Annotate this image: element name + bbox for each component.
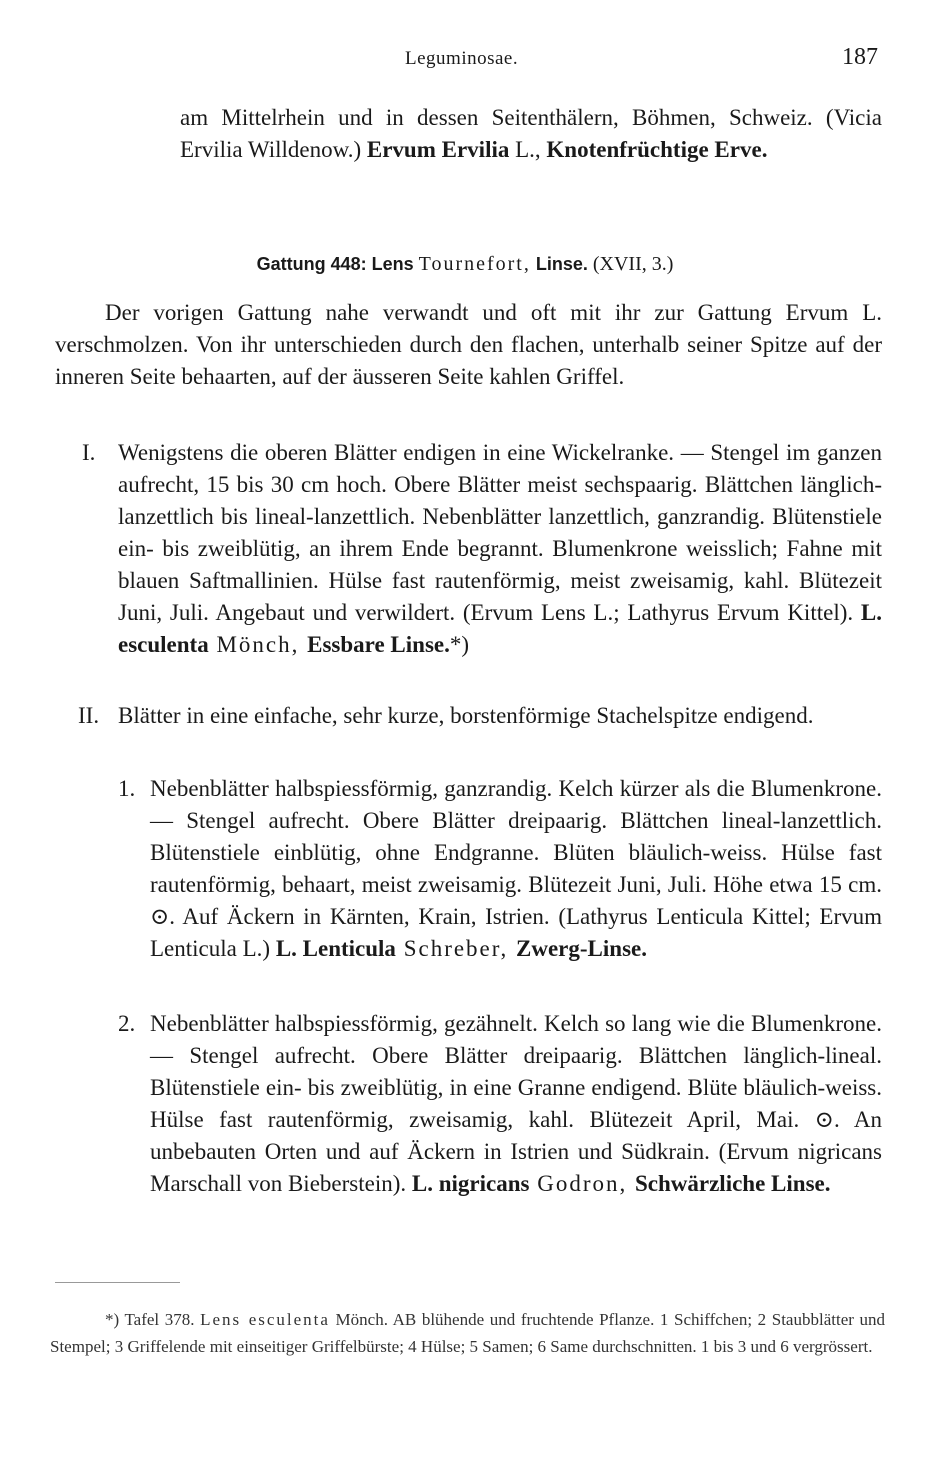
item-2-common-name: Schwärzliche Linse.	[634, 1171, 831, 1196]
intro-common-name: Knotenfrüchtige Erve.	[546, 137, 768, 162]
footnote	[50, 1306, 885, 1360]
footnote-divider	[55, 1282, 180, 1283]
section-I-numeral: I.	[82, 440, 96, 465]
genus-heading	[0, 253, 930, 276]
intro-species-name: Ervum Ervilia	[366, 137, 510, 162]
item-2-paragraph	[150, 1008, 882, 1200]
footnote-start: *) Tafel 378.	[105, 1310, 201, 1329]
section-II-text: Blätter in eine einfache, sehr kurze, borstenförmige Stachelspitze endigend.	[118, 703, 814, 728]
genus-name: Lens	[371, 254, 414, 274]
page-number: 187	[842, 44, 878, 70]
item-2-text: Nebenblätter halbspiessförmig, gezähnelt. Kelch so lang wie die Blumenkrone. — Stengel aufrecht. Obere Blätter dreipaarig. Blättchen länglich-lineal. Blütenstiele ein- bis zweiblütig, in eine Granne endigend. Blüte bläulich-weiss. Hülse fast rautenförmig, zweisamig, kahl. Blütezeit April, Mai. ⊙. An unbebauten Orten und auf Äckern in Istrien und Südkrain. (Ervum nigricans Marschall von Bieberstein).	[150, 1011, 882, 1196]
header-title: Leguminosae.	[405, 48, 519, 69]
section-II-numeral: II.	[78, 703, 100, 728]
genus-label: Gattung 448:	[256, 254, 367, 274]
intro-paragraph	[180, 102, 882, 166]
intro-text: am Mittelrhein und in dessen Seitenthälern, Böhmen, Schweiz. (Vicia Ervilia Willdenow.)	[180, 105, 882, 162]
footnote-rest: Mönch. AB blühende und fruchtende Pflanze. 1 Schiffchen; 2 Staubblätter und Stempel; 3 Griffelende mit einseitiger Griffelbürste; 4 Hülse; 5 Samen; 6 Same durchschnitten. 1 bis 3 und 6 vergrössert.	[50, 1310, 885, 1356]
item-2-number: 2.	[118, 1011, 136, 1036]
item-1-common-name: Zwerg-Linse.	[516, 936, 647, 961]
item-2-species-name: L. nigricans	[411, 1171, 530, 1196]
genus-description: Der vorigen Gattung nahe verwandt und oft mit ihr zur Gattung Ervum L. verschmolzen. Von ihr unterschieden durch den flachen, unterhalb seiner Spitze auf der inneren Seite behaarten, auf der äusseren Seite kahlen Griffel.	[55, 300, 882, 389]
genus-common-name: Linse.	[535, 254, 588, 274]
section-I-author: Mönch,	[208, 632, 308, 657]
item-1-number: 1.	[118, 776, 136, 801]
section-I-species-name: L. esculenta	[118, 600, 882, 657]
item-2-author: Godron,	[529, 1171, 635, 1196]
genus-system: (XVII, 3.)	[592, 253, 674, 275]
item-1-paragraph	[150, 773, 882, 965]
item-1-species-name: L. Lenticula	[275, 936, 396, 961]
item-1-author: Schreber,	[395, 936, 517, 961]
section-I-paragraph	[118, 437, 882, 661]
running-header	[0, 44, 930, 74]
section-I-text: Wenigstens die oberen Blätter endigen in eine Wickelranke. — Stengel im ganzen aufrecht, 15 bis 30 cm hoch. Obere Blätter meist sechspaarig. Blättchen länglich-lanzettlich bis lineal-lanzettlich. Nebenblätter lanzettlich, ganzrandig. Blütenstiele ein- bis zweiblütig, an ihrem Ende begrannt. Blumenkrone weisslich; Fahne mit blauen Saftmallinien. Hülse fast rautenförmig, meist zweisamig, kahl. Blütezeit Juni, Juli. Angebaut und verwildert. (Ervum Lens L.; Lathyrus Ervum Kittel).	[118, 440, 882, 625]
intro-author: L.,	[509, 137, 547, 162]
footnote-ref: *)	[449, 632, 470, 657]
footnote-species: Lens esculenta	[200, 1310, 330, 1329]
item-1-text: Nebenblätter halbspiessförmig, ganzrandig. Kelch kürzer als die Blumenkrone. — Stengel aufrecht. Obere Blätter dreipaarig. Blättchen lineal-lanzettlich. Blütenstiele einblütig, ohne Endgranne. Blüten bläulich-weiss. Hülse fast rautenförmig, behaart, meist zweisamig. Blütezeit Juni, Juli. Höhe etwa 15 cm. ⊙. Auf Äckern in Kärnten, Krain, Istrien. (Lathyrus Lenticula Kittel; Ervum Lenticula L.)	[150, 776, 882, 961]
section-I-common-name: Essbare Linse.	[307, 632, 450, 657]
genus-author: Tournefort,	[418, 253, 531, 275]
